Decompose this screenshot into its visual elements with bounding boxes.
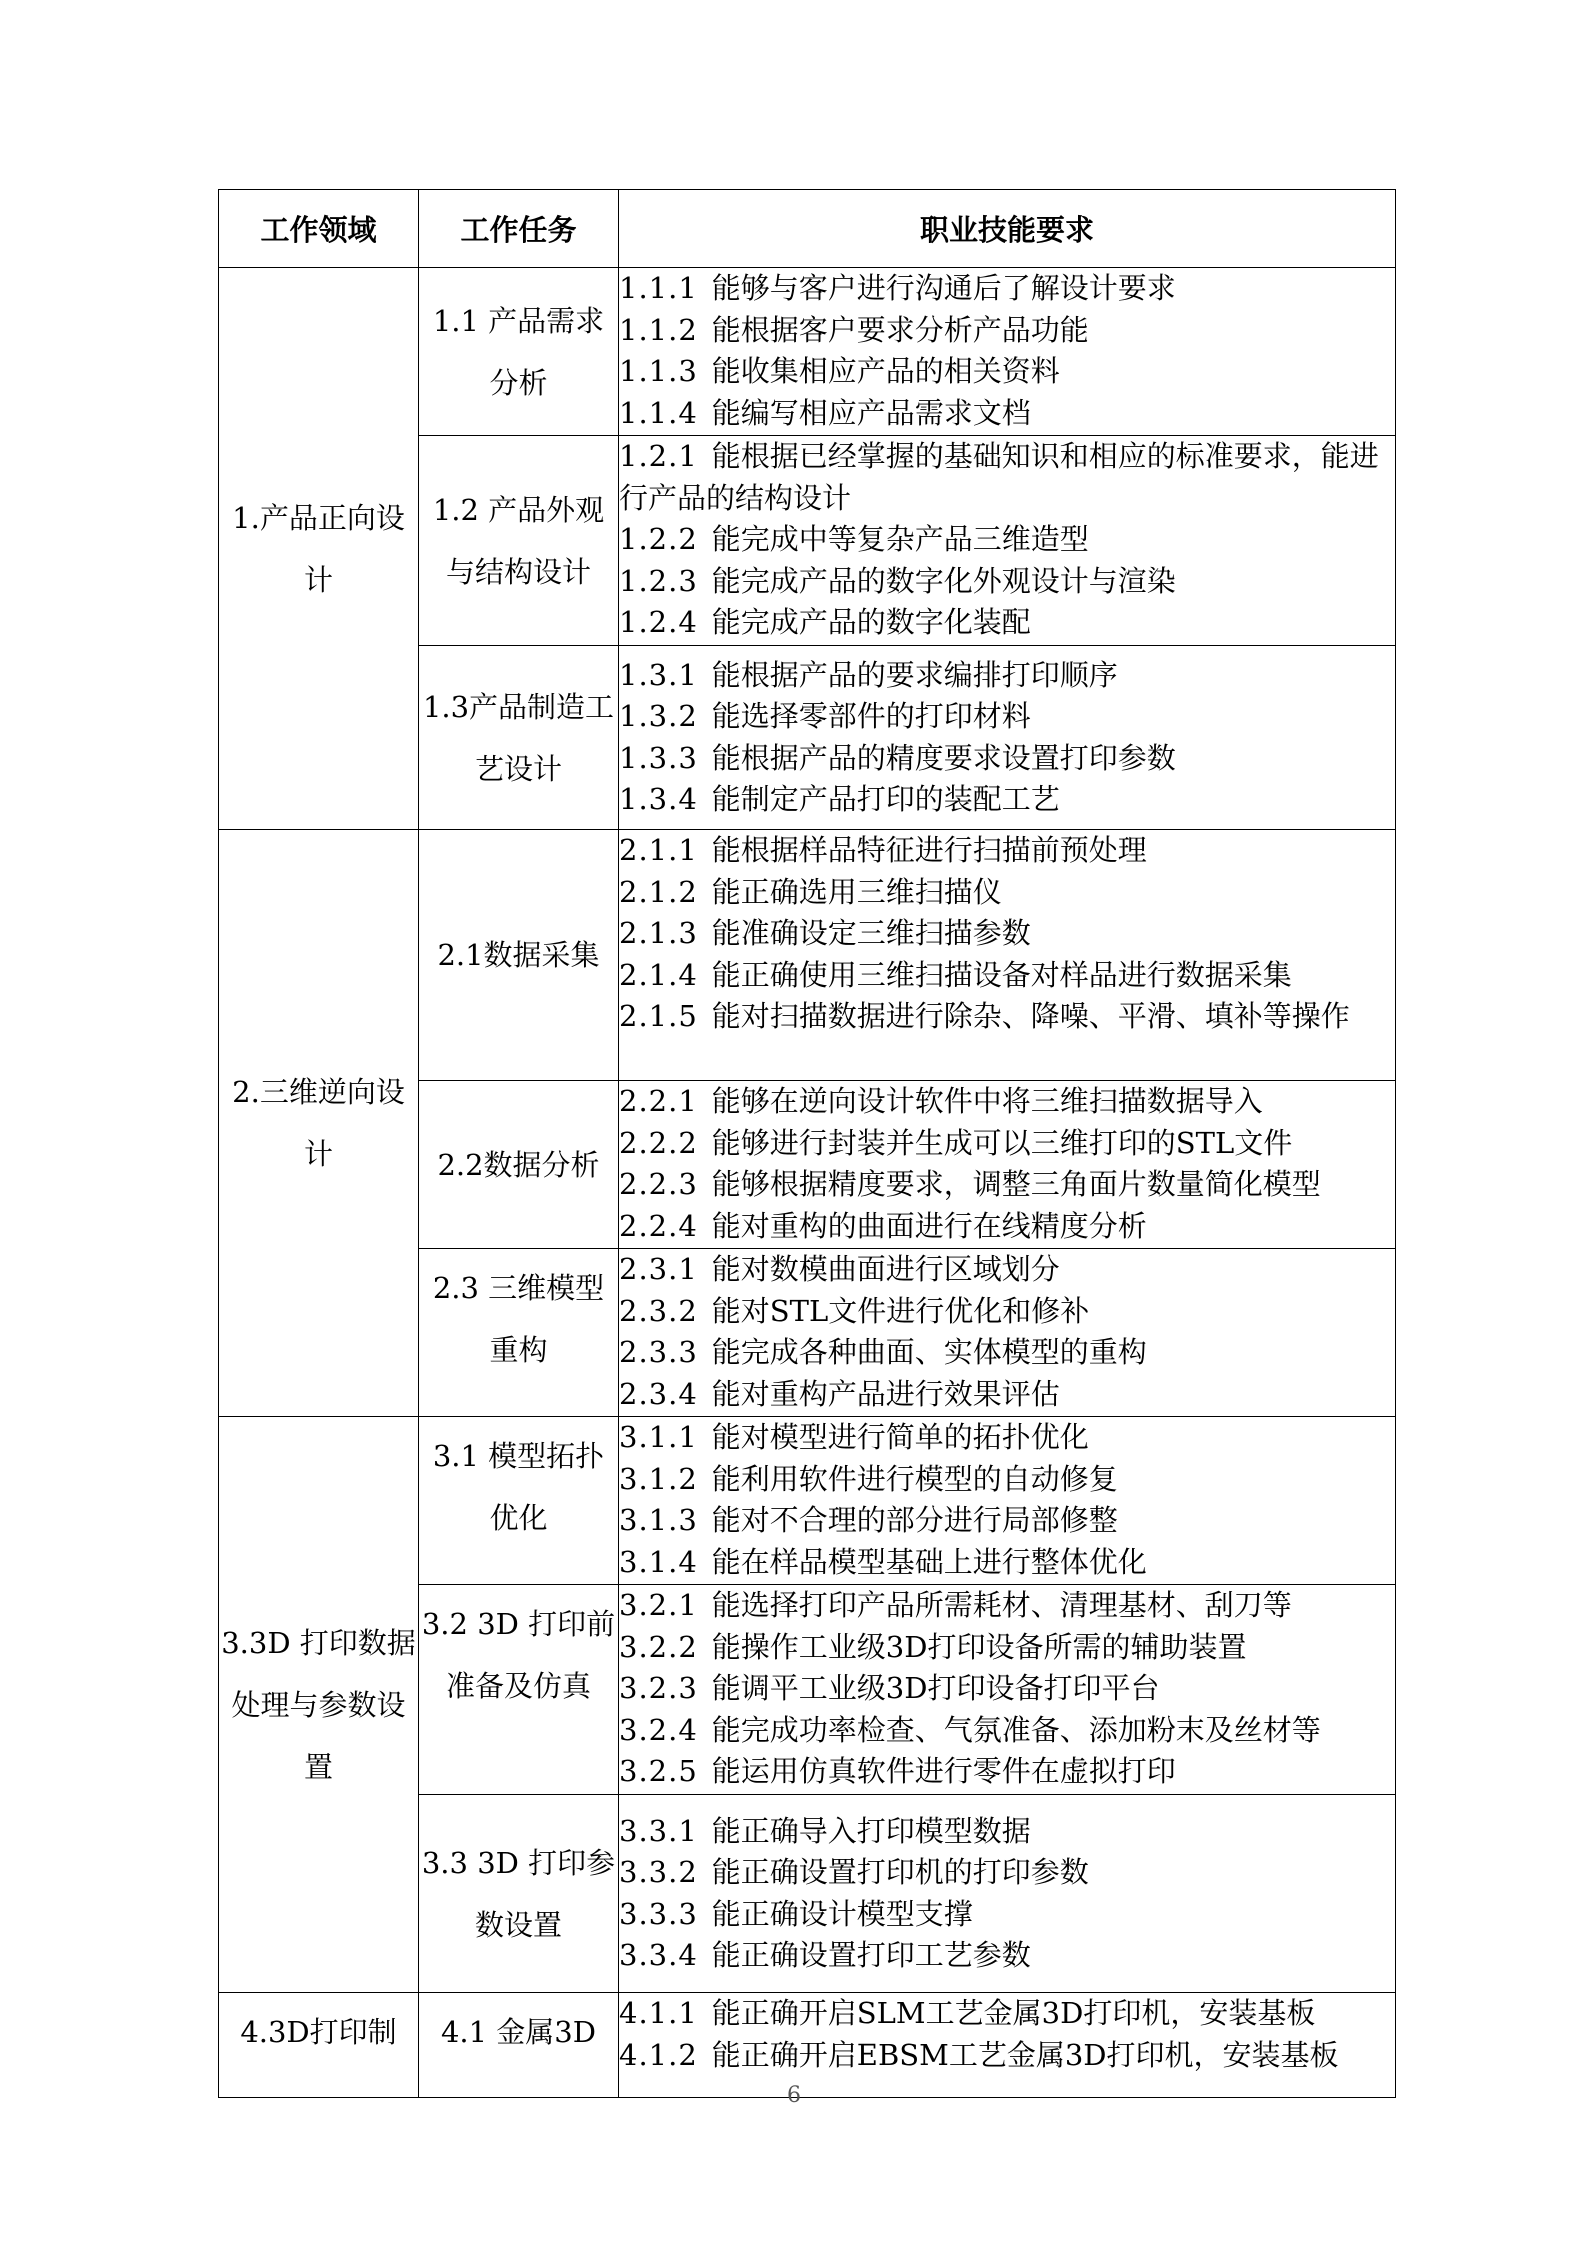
- skill-item: 1.1.1 能够与客户进行沟通后了解设计要求: [619, 271, 1176, 305]
- work-task-cell: 1.1 产品需求分析: [419, 268, 619, 436]
- work-area-cell: 3.3D 打印数据处理与参数设置: [219, 1417, 419, 1993]
- header-skill-requirements: 职业技能要求: [619, 190, 1396, 268]
- skill-item: 2.3.1 能对数模曲面进行区域划分: [619, 1252, 1060, 1286]
- work-task-cell: 4.1 金属3D: [419, 1993, 619, 2098]
- skill-item: 3.3.1 能正确导入打印模型数据: [619, 1813, 1031, 1848]
- skill-item: 1.2.1 能根据已经掌握的基础知识和相应的标准要求，能进行产品的结构设计: [619, 439, 1379, 515]
- skill-item: 3.1.1 能对模型进行简单的拓扑优化: [619, 1420, 1089, 1454]
- skill-item: 2.1.1 能根据样品特征进行扫描前预处理: [619, 833, 1147, 867]
- skill-item: 1.3.3 能根据产品的精度要求设置打印参数: [619, 740, 1176, 775]
- skill-item: 2.3.4 能对重构产品进行效果评估: [619, 1376, 1060, 1411]
- skill-item: 2.2.2 能够进行封装并生成可以三维打印的STL文件: [619, 1125, 1293, 1160]
- skill-item: 3.1.3 能对不合理的部分进行局部修整: [619, 1503, 1118, 1537]
- skill-item: 1.3.4 能制定产品打印的装配工艺: [619, 782, 1060, 816]
- skill-item: 2.1.4 能正确使用三维扫描设备对样品进行数据采集: [619, 957, 1292, 992]
- skill-item: 1.1.2 能根据客户要求分析产品功能: [619, 312, 1089, 347]
- skill-item: 3.2.3 能调平工业级3D打印设备打印平台: [619, 1671, 1160, 1705]
- skill-item: 3.3.3 能正确设计模型支撑: [619, 1896, 973, 1931]
- skills-requirement-table: [218, 189, 1396, 2098]
- skill-item: 4.1.2 能正确开启EBSM工艺金属3D打印机，安装基板: [619, 2037, 1339, 2072]
- work-task-cell: 2.2数据分析: [419, 1081, 619, 1249]
- table-row: [219, 1993, 1396, 2098]
- table-header-row: [219, 190, 1396, 268]
- skill-item: 2.2.3 能够根据精度要求，调整三角面片数量简化模型: [619, 1167, 1321, 1201]
- skill-item: 3.1.4 能在样品模型基础上进行整体优化: [619, 1544, 1147, 1579]
- skills-cell: [619, 1585, 1396, 1795]
- skill-item: 3.2.2 能操作工业级3D打印设备所需的辅助装置: [619, 1629, 1247, 1664]
- skill-item: 3.2.4 能完成功率检查、气氛准备、添加粉末及丝材等: [619, 1712, 1321, 1747]
- skill-item: 3.2.5 能运用仿真软件进行零件在虚拟打印: [619, 1754, 1176, 1788]
- skills-cell: [619, 1795, 1396, 1993]
- skill-item: 1.2.2 能完成中等复杂产品三维造型: [619, 522, 1089, 556]
- header-work-area: 工作领域: [219, 190, 419, 268]
- table-row: [219, 830, 1396, 1081]
- table-row: [219, 1417, 1396, 1585]
- work-area-cell: 2.三维逆向设计: [219, 830, 419, 1417]
- work-task-cell: 3.2 3D 打印前准备及仿真: [419, 1585, 619, 1795]
- skill-item: 4.1.1 能正确开启SLM工艺金属3D打印机，安装基板: [619, 1996, 1316, 2030]
- work-area-cell: 1.产品正向设计: [219, 268, 419, 830]
- skill-item: 3.2.1 能选择打印产品所需耗材、清理基材、刮刀等: [619, 1588, 1292, 1622]
- skill-item: 1.2.4 能完成产品的数字化装配: [619, 605, 1031, 639]
- skill-item: 3.3.2 能正确设置打印机的打印参数: [619, 1855, 1089, 1889]
- skill-item: 1.3.1 能根据产品的要求编排打印顺序: [619, 657, 1118, 692]
- skill-item: 1.1.4 能编写相应产品需求文档: [619, 395, 1031, 430]
- work-area-cell: 4.3D打印制: [219, 1993, 419, 2098]
- table-row: [219, 268, 1396, 436]
- work-task-cell: 2.1数据采集: [419, 830, 619, 1081]
- skill-item: 3.3.4 能正确设置打印工艺参数: [619, 1938, 1031, 1972]
- work-task-cell: 1.3产品制造工艺设计: [419, 646, 619, 830]
- page-number: 6: [787, 2083, 801, 2108]
- skill-item: 3.1.2 能利用软件进行模型的自动修复: [619, 1461, 1118, 1496]
- skills-cell: [619, 646, 1396, 830]
- skills-cell: [619, 830, 1396, 1081]
- skill-item: 2.2.4 能对重构的曲面进行在线精度分析: [619, 1208, 1147, 1243]
- skills-cell: [619, 436, 1396, 646]
- skill-item: 2.1.2 能正确选用三维扫描仪: [619, 874, 1002, 909]
- header-work-task: 工作任务: [419, 190, 619, 268]
- skill-item: 2.1.5 能对扫描数据进行除杂、降噪、平滑、填补等操作: [619, 999, 1350, 1033]
- work-task-cell: 1.2 产品外观与结构设计: [419, 436, 619, 646]
- work-task-cell: 2.3 三维模型重构: [419, 1249, 619, 1417]
- skill-item: 1.1.3 能收集相应产品的相关资料: [619, 354, 1060, 388]
- skill-item: 2.2.1 能够在逆向设计软件中将三维扫描数据导入: [619, 1084, 1263, 1118]
- skill-item: 1.3.2 能选择零部件的打印材料: [619, 699, 1031, 733]
- skill-item: 2.1.3 能准确设定三维扫描参数: [619, 916, 1031, 950]
- skills-cell: [619, 268, 1396, 436]
- skills-cell: [619, 1249, 1396, 1417]
- skills-cell: [619, 1081, 1396, 1249]
- skills-cell: [619, 1993, 1396, 2098]
- work-task-cell: 3.3 3D 打印参数设置: [419, 1795, 619, 1993]
- skills-cell: [619, 1417, 1396, 1585]
- skill-item: 2.3.2 能对STL文件进行优化和修补: [619, 1293, 1090, 1328]
- work-task-cell: 3.1 模型拓扑优化: [419, 1417, 619, 1585]
- skill-item: 1.2.3 能完成产品的数字化外观设计与渲染: [619, 563, 1176, 598]
- skill-item: 2.3.3 能完成各种曲面、实体模型的重构: [619, 1335, 1147, 1369]
